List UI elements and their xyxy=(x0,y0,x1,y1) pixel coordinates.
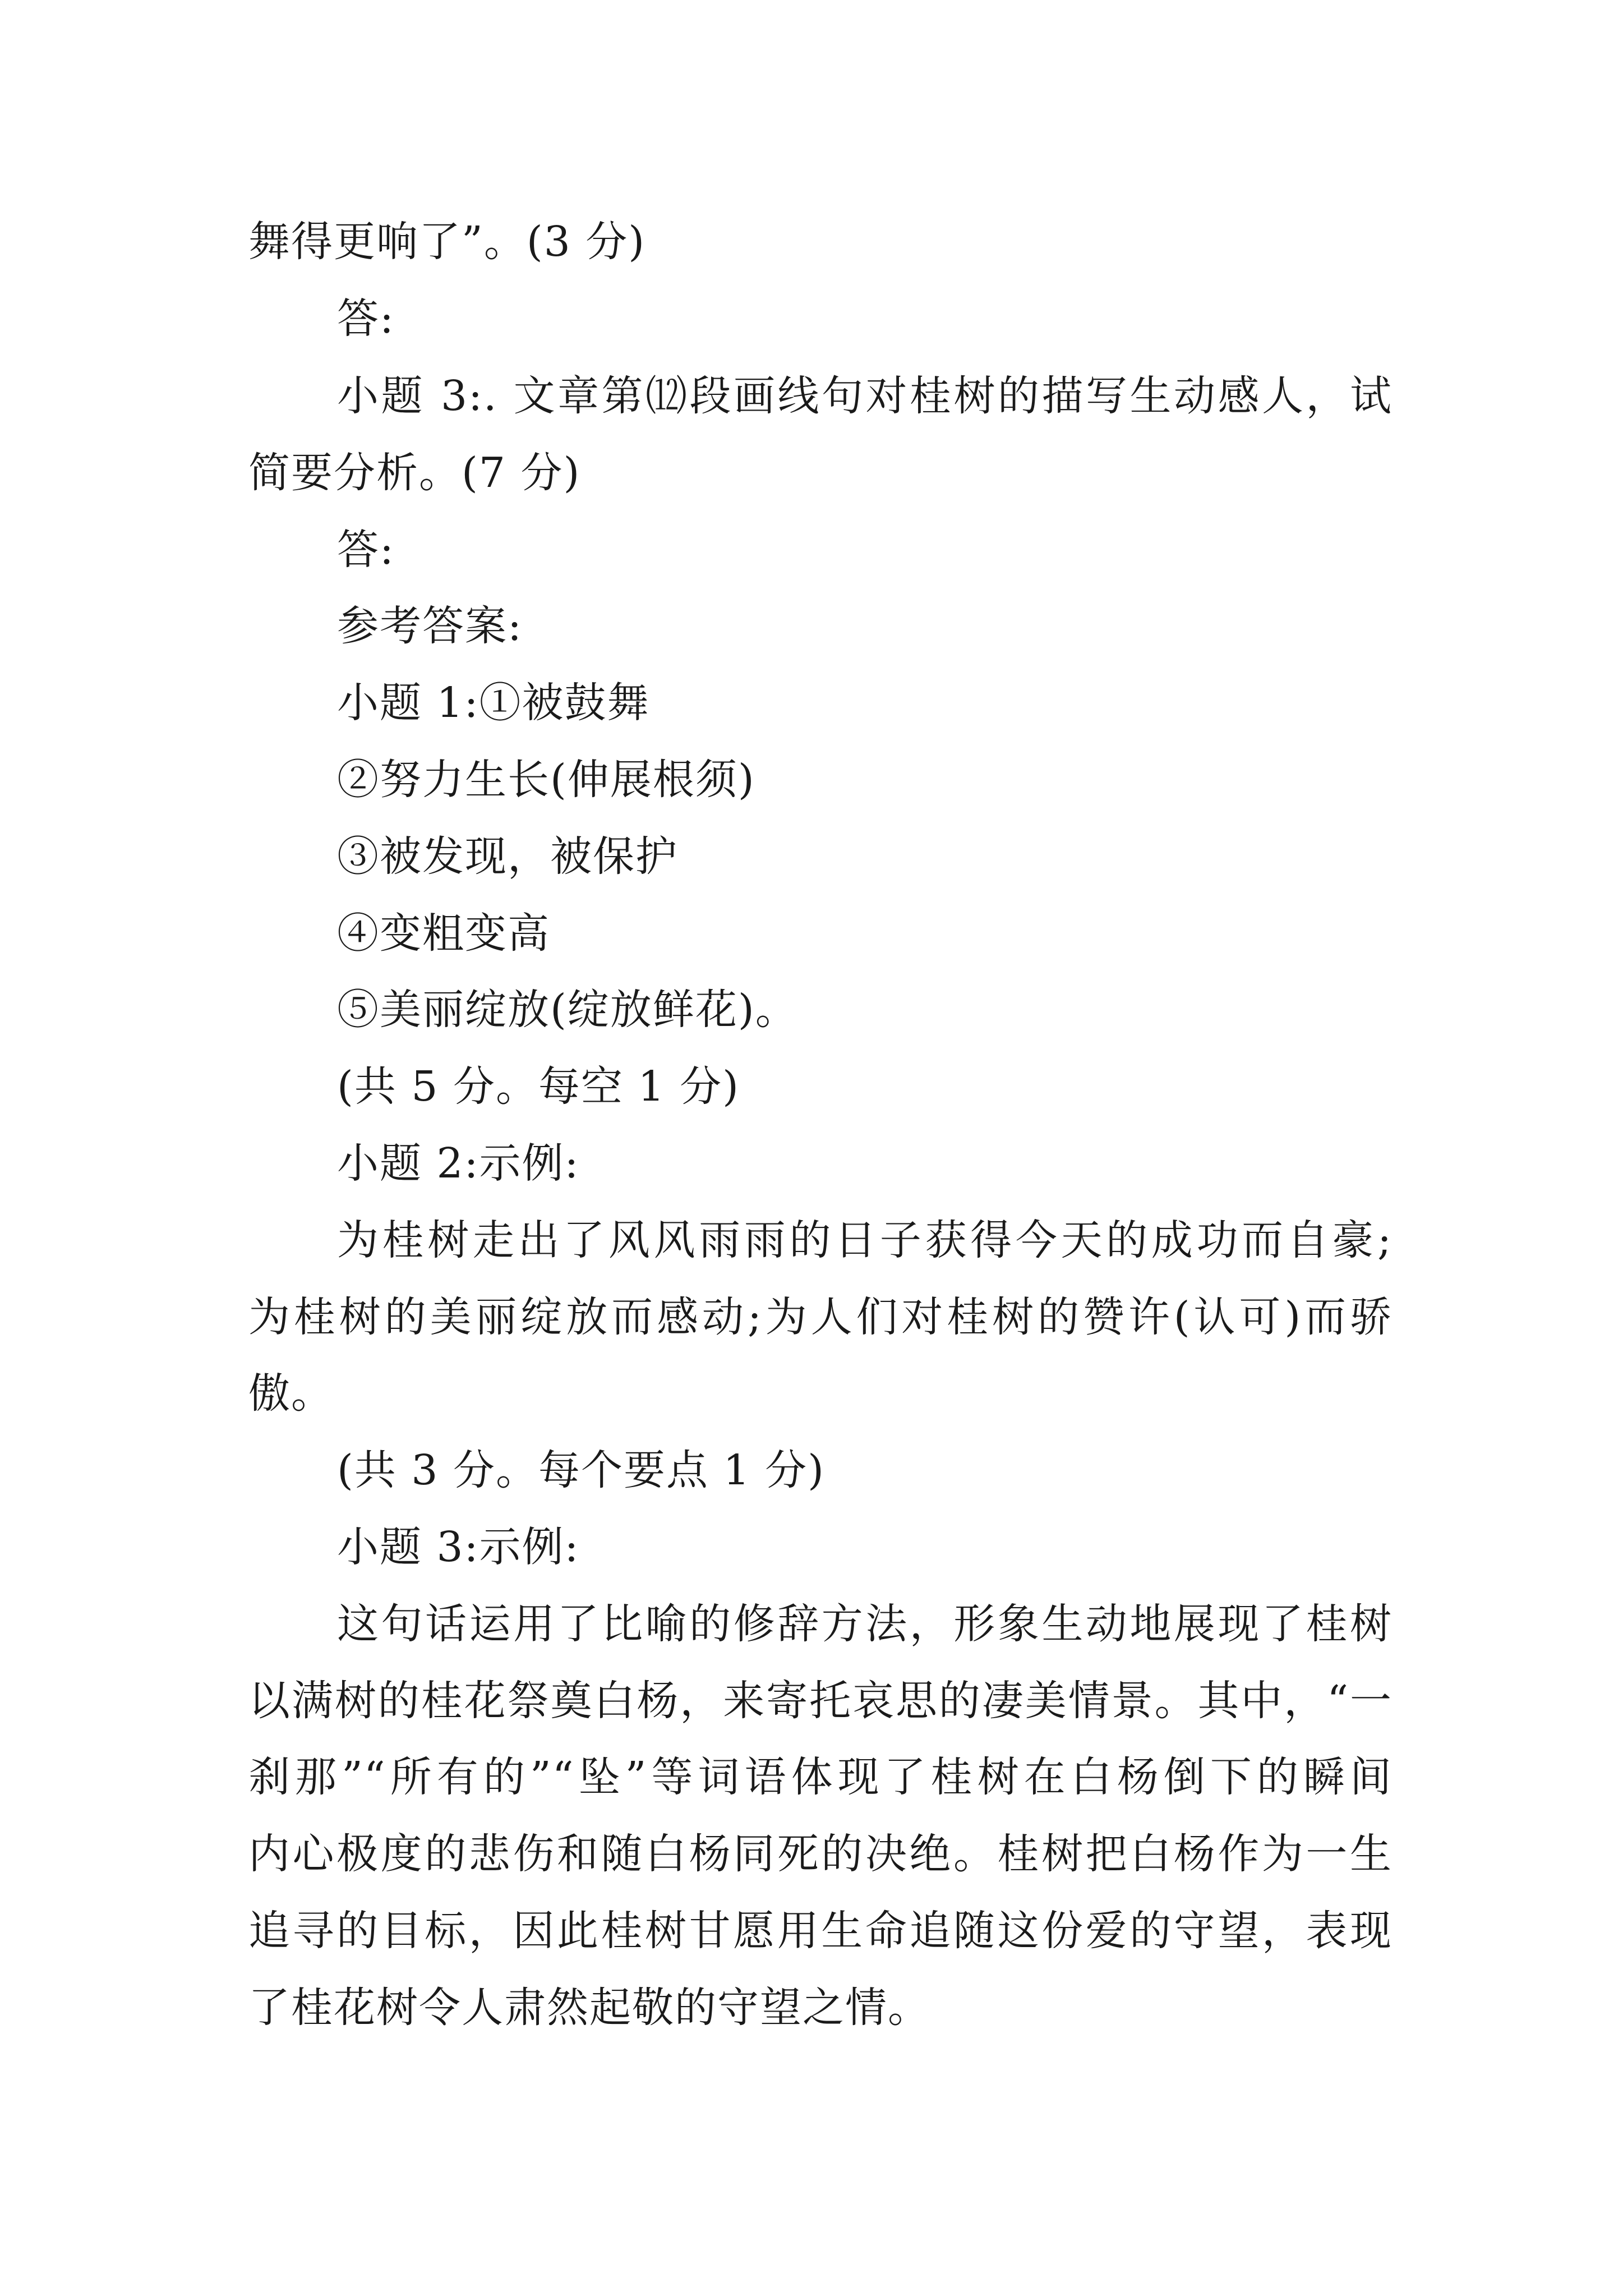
answer-3-line: 了桂花树令人肃然起敬的守望之情。 xyxy=(248,1984,930,2032)
question-3-line: 简要分析。(7 分) xyxy=(248,449,581,497)
score-note: (共 3 分。每个要点 1 分) xyxy=(337,1446,825,1494)
answer-1-line: ④变粗变高 xyxy=(337,909,550,958)
answer-3-line: 内心极度的悲伤和随白杨同死的决绝。桂树把白杨作为一生 xyxy=(248,1830,1393,1878)
answer-1-line: 小题 1:①被鼓舞 xyxy=(337,679,650,727)
answer-3-line: 追寻的目标，因此桂树甘愿用生命追随这份爱的守望，表现 xyxy=(248,1907,1393,1955)
answer-3-line: 这句话运用了比喻的修辞方法，形象生动地展现了桂树 xyxy=(337,1600,1393,1648)
text-line: 舞得更响了”。(3 分) xyxy=(248,218,646,266)
answer-label: 答: xyxy=(337,295,395,343)
reference-answer-heading: 参考答案: xyxy=(337,602,523,650)
answer-label: 答: xyxy=(337,526,395,574)
answer-3-line: 刹那”“所有的”“坠”等词语体现了桂树在白杨倒下的瞬间 xyxy=(248,1753,1393,1801)
answer-1-line: ⑤美丽绽放(绽放鲜花)。 xyxy=(337,986,798,1034)
answer-3-line: 以满树的桂花祭奠白杨，来寄托哀思的凄美情景。其中，“一 xyxy=(248,1677,1393,1725)
answer-2-line: 为桂树的美丽绽放而感动;为人们对桂树的赞许(认可)而骄 xyxy=(248,1293,1393,1341)
answer-2-line: 为桂树走出了风风雨雨的日子获得今天的成功而自豪; xyxy=(337,1216,1393,1264)
answer-1-line: ③被发现，被保护 xyxy=(337,832,678,881)
answer-2-heading: 小题 2:示例: xyxy=(337,1139,580,1188)
answer-2-line: 傲。 xyxy=(248,1369,334,1418)
answer-1-line: ②努力生长(伸展根须) xyxy=(337,756,755,804)
answer-3-heading: 小题 3:示例: xyxy=(337,1523,580,1571)
question-3-line: 小题 3:. 文章第⑿段画线句对桂树的描写生动感人，试 xyxy=(337,372,1393,420)
score-note: (共 5 分。每空 1 分) xyxy=(337,1062,740,1111)
